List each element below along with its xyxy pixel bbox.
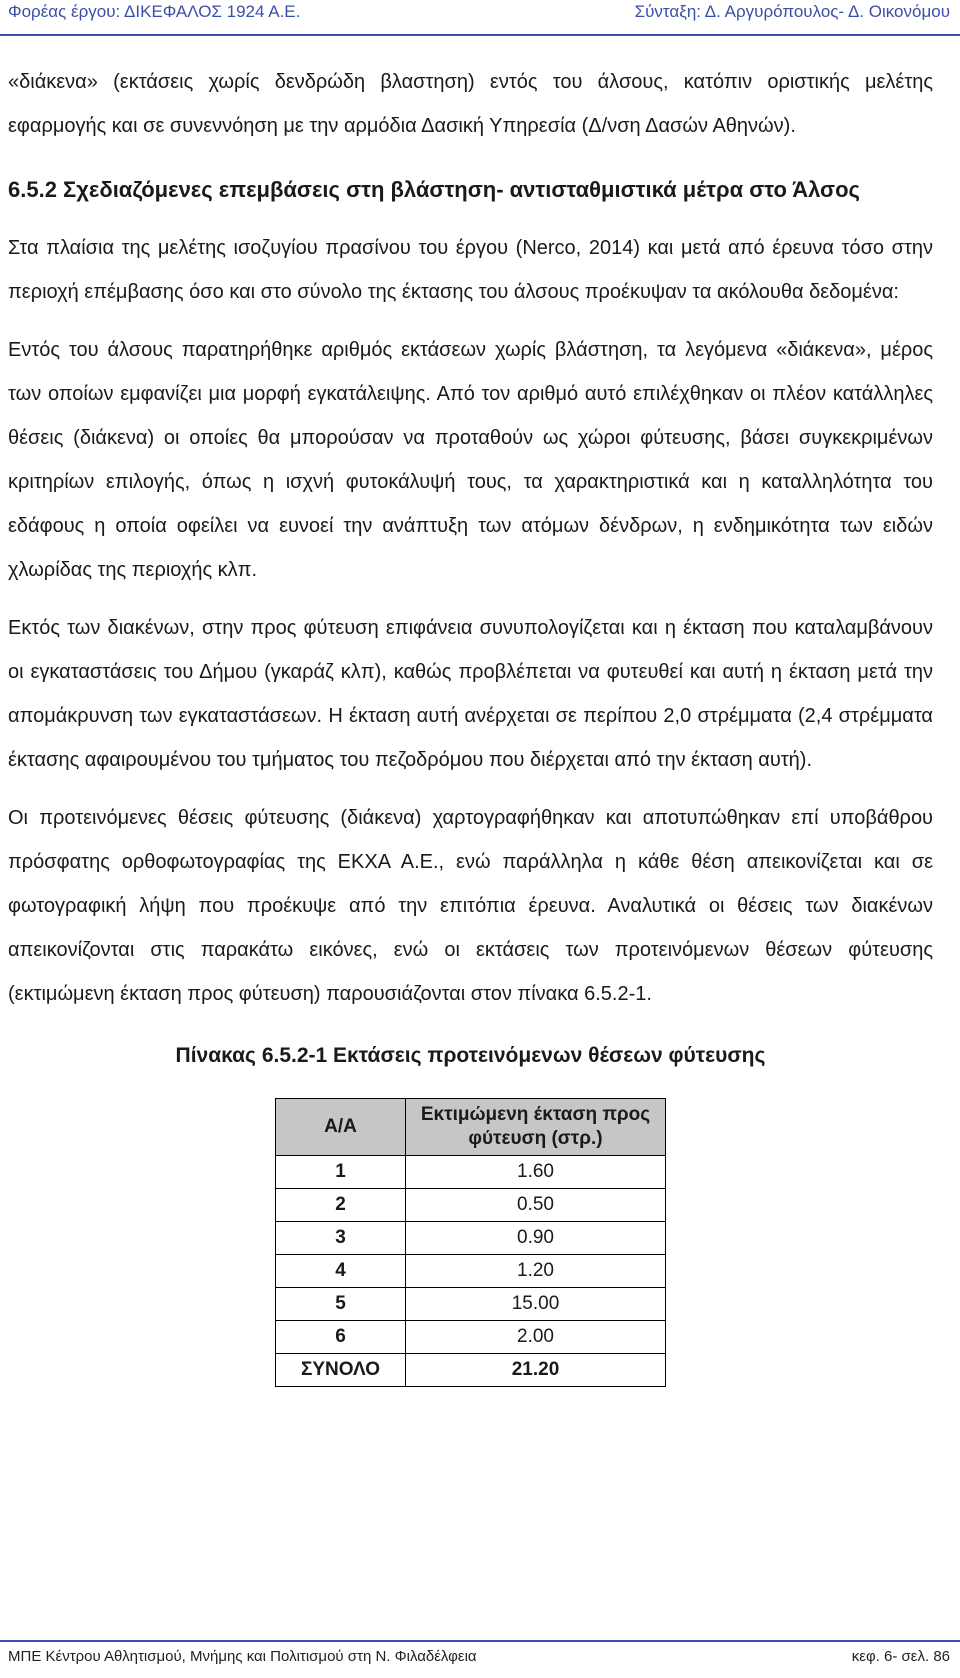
page-footer — [0, 1634, 960, 1678]
row-area: 1.60 — [406, 1156, 666, 1189]
table-total-row — [276, 1354, 666, 1387]
footer-divider — [0, 1640, 960, 1642]
paragraph-mapping: Οι προτεινόμενες θέσεις φύτευσης (διάκενα) χαρτογραφήθηκαν και αποτυπώθηκαν επί υποβάθρου πρόσφατης ορθοφωτογραφίας της ΕΚΧΑ Α.Ε., ενώ παράλληλα η κάθε θέση απεικονίζεται και σε φωτογραφική λήψη που προέκυψε από την επιτόπια έρευνα. Αναλυτικά οι θέσεις των διακένων απεικονίζονται στις παρακάτω εικόνες, ενώ οι εκτάσεις των προτεινόμενων θέσεων φύτευσης (εκτιμώμενη έκταση προς φύτευση) παρουσιάζονται στον πίνακα 6.5.2-1. — [8, 807, 933, 1005]
table-row — [276, 1222, 666, 1255]
intro-paragraph: «διάκενα» (εκτάσεις χωρίς δενδρώδη βλαστηση) εντός του άλσους, κατόπιν οριστικής μελέτης εφαρμογής και σε συνεννόηση με την αρμόδια Δασική Υπηρεσία (Δ/νση Δασών Αθηνών). — [8, 71, 933, 137]
total-label: ΣΥΝΟΛΟ — [276, 1354, 406, 1387]
paragraph-municipal-facilities: Εκτός των διακένων, στην προς φύτευση επιφάνεια συνυπολογίζεται και η έκταση που καταλαμβάνουν οι εγκαταστάσεις του Δήμου (γκαράζ κλπ), καθώς προβλέπεται να φυτευθεί και αυτή η έκταση μετά την απομάκρυνση των εγκαταστάσεων. Η έκταση αυτή ανέρχεται σε περίπου 2,0 στρέμματα (2,4 στρέμματα έκτασης αφαιρουμένου του τμήματος του πεζοδρόμου που διέρχεται από την έκταση αυτή). — [8, 617, 933, 771]
table-row — [276, 1156, 666, 1189]
row-area: 1.20 — [406, 1255, 666, 1288]
paragraph-study-context: Στα πλαίσια της μελέτης ισοζυγίου πρασίνου του έργου (Nerco, 2014) και μετά από έρευνα τόσο στην περιοχή επέμβασης όσο και στο σύνολο της έκτασης του άλσους προέκυψαν τα ακόλουθα δεδομένα: — [8, 237, 933, 303]
row-aa: 3 — [276, 1222, 406, 1255]
table-header-aa: Α/Α — [276, 1099, 406, 1156]
table-header-area: Εκτιμώμενη έκταση προς φύτευση (στρ.) — [406, 1099, 666, 1156]
footer-project-title: ΜΠΕ Κέντρου Αθλητισμού, Μνήμης και Πολιτισμού στη Ν. Φιλαδέλφεια — [8, 1648, 477, 1665]
row-aa: 6 — [276, 1321, 406, 1354]
row-area: 2.00 — [406, 1321, 666, 1354]
footer-page-number: κεφ. 6- σελ. 86 — [851, 1648, 950, 1665]
header-divider — [0, 34, 960, 36]
table-caption: Πίνακας 6.5.2-1 Εκτάσεις προτεινόμενων θέσεων φύτευσης — [175, 1044, 766, 1067]
paragraph-clearings: Εντός του άλσους παρατηρήθηκε αριθμός εκτάσεων χωρίς βλάστηση, τα λεγόμενα «διάκενα», μέρος των οποίων εμφανίζει μια μορφή εγκατάλειψης. Από τον αριθμό αυτό επιλέχθηκαν οι πλέον κατάλληλες θέσεις (διάκενα) οι οποίες θα μπορούσαν να προταθούν ως χώροι φύτευσης, βάσει συγκεκριμένων κριτηρίων επιλογής, όπως η ισχνή φυτοκάλυψή τους, τα χαρακτηριστικά και η καταλληλότητα του εδάφους η οποία οφείλει να ευνοεί την ανάπτυξη των ατόμων δένδρων, η ενδημικότητα των ειδών χλωρίδας της περιοχής κλπ. — [8, 339, 933, 581]
total-value: 21.20 — [406, 1354, 666, 1387]
header-client: Φορέας έργου: ΔΙΚΕΦΑΛΟΣ 1924 Α.Ε. — [8, 2, 301, 21]
header-authors: Σύνταξη: Δ. Αργυρόπουλος- Δ. Οικονόμου — [634, 2, 950, 21]
row-aa: 5 — [276, 1288, 406, 1321]
row-area: 0.50 — [406, 1189, 666, 1222]
row-aa: 2 — [276, 1189, 406, 1222]
page-header — [0, 0, 960, 38]
table-row — [276, 1255, 666, 1288]
table-row — [276, 1189, 666, 1222]
table-row — [276, 1288, 666, 1321]
table-row — [276, 1321, 666, 1354]
row-aa: 4 — [276, 1255, 406, 1288]
row-aa: 1 — [276, 1156, 406, 1189]
row-area: 15.00 — [406, 1288, 666, 1321]
planting-areas-table — [275, 1098, 666, 1387]
row-area: 0.90 — [406, 1222, 666, 1255]
section-heading: 6.5.2 Σχεδιαζόμενες επεμβάσεις στη βλάστηση- αντισταθμιστικά μέτρα στο Άλσος — [8, 177, 860, 202]
page-body — [8, 60, 933, 1387]
